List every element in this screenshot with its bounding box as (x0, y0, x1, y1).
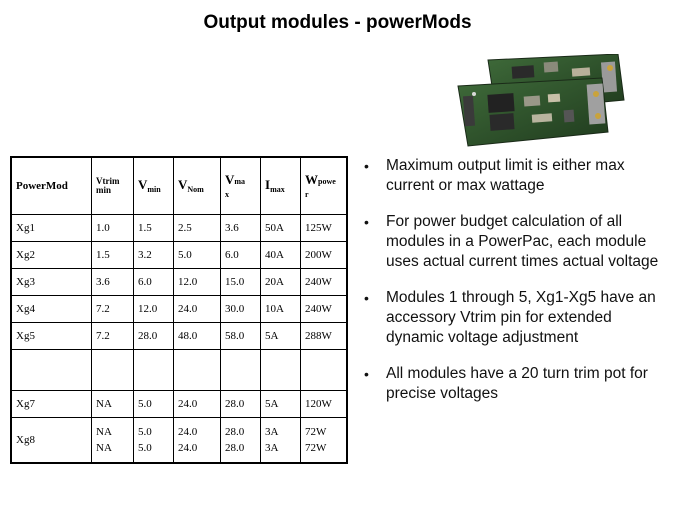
cell-name: Xg5 (11, 323, 92, 350)
header-wpower: Wpowe r (301, 157, 348, 215)
bullet-icon: • (364, 214, 369, 230)
bullet-icon: • (364, 366, 369, 382)
table-row (11, 215, 347, 242)
cell-vmin: 5.0 (134, 391, 174, 418)
header-vmin: $V_{min}$ (134, 157, 174, 215)
cell-wpower (301, 418, 348, 464)
cell-wpower: 120W (301, 391, 348, 418)
cell-imax (261, 418, 301, 464)
bullet-list (362, 156, 662, 420)
cell-vtrim: NA (92, 391, 134, 418)
cell-wpower: 288W (301, 323, 348, 350)
cell-value: 3A (265, 426, 279, 438)
cell-vtrim: 1.5 (92, 242, 134, 269)
cell-empty (221, 350, 261, 391)
cell-value: 3A (265, 442, 279, 454)
cell-vmin: 3.2 (134, 242, 174, 269)
cell-value: 28.0 (225, 426, 245, 438)
table-row (11, 391, 347, 418)
cell-vmax: 30.0 (221, 296, 261, 323)
cell-wpower: 125W (301, 215, 348, 242)
cell-vmin: 1.5 (134, 215, 174, 242)
cell-vmax: 3.6 (221, 215, 261, 242)
header-vmax: Vma x (221, 157, 261, 215)
cell-imax: 5A (261, 323, 301, 350)
slide-title: Output modules - powerMods (203, 12, 472, 33)
header-imax: $I_{max}$ (261, 157, 301, 215)
cell-value: 5.0 (138, 426, 152, 438)
cell-value: 5.0 (138, 442, 152, 454)
power-module-boards-image (452, 54, 628, 150)
cell-imax: 20A (261, 269, 301, 296)
cell-vtrim: 7.2 (92, 323, 134, 350)
bullet-icon: • (364, 290, 369, 306)
powermods-spec-table (10, 156, 348, 464)
bullet-item: • Modules 1 through 5, Xg1-Xg5 have an accessory Vtrim pin for extended dynamic voltage adjustment (364, 289, 656, 346)
cell-name: Xg7 (11, 391, 92, 418)
table-row (11, 296, 347, 323)
cell-vnom: 24.0 (174, 296, 221, 323)
table-header-row (11, 157, 347, 215)
cell-vmax (221, 418, 261, 464)
cell-vnom: 5.0 (174, 242, 221, 269)
cell-imax: 50A (261, 215, 301, 242)
cell-empty (174, 350, 221, 391)
cell-imax: 40A (261, 242, 301, 269)
cell-vnom: 24.0 (174, 391, 221, 418)
header-vnom: $V_{Nom}$ (174, 157, 221, 215)
cell-vtrim (92, 418, 134, 464)
header-powermod: PowerMod (11, 157, 92, 215)
bullet-item: • Maximum output limit is either max current or max wattage (364, 157, 625, 194)
cell-empty (134, 350, 174, 391)
cell-name: Xg2 (11, 242, 92, 269)
cell-value: 24.0 (178, 426, 198, 438)
table-row-empty (11, 350, 347, 391)
cell-vtrim: 1.0 (92, 215, 134, 242)
cell-empty (301, 350, 348, 391)
cell-value: 28.0 (225, 442, 245, 454)
table-row-xg8 (11, 418, 347, 464)
cell-value: 24.0 (178, 442, 198, 454)
cell-vmax: 58.0 (221, 323, 261, 350)
cell-vmax: 6.0 (221, 242, 261, 269)
bullet-item: • For power budget calculation of all modules in a PowerPac, each module uses actual current times actual voltage (364, 213, 659, 270)
cell-vmax: 15.0 (221, 269, 261, 296)
cell-vnom (174, 418, 221, 464)
cell-wpower: 240W (301, 296, 348, 323)
cell-value: NA (96, 426, 112, 438)
cell-empty (92, 350, 134, 391)
cell-value: 72W (305, 426, 327, 438)
cell-value: 72W (305, 442, 327, 454)
cell-name: Xg1 (11, 215, 92, 242)
cell-vmin: 28.0 (134, 323, 174, 350)
cell-wpower: 200W (301, 242, 348, 269)
cell-name: Xg4 (11, 296, 92, 323)
table-row (11, 242, 347, 269)
cell-vmin: 12.0 (134, 296, 174, 323)
cell-vmax: 28.0 (221, 391, 261, 418)
cell-vtrim: 7.2 (92, 296, 134, 323)
cell-imax: 5A (261, 391, 301, 418)
cell-vnom: 12.0 (174, 269, 221, 296)
cell-empty (11, 350, 92, 391)
bullet-icon: • (364, 158, 369, 174)
bullet-item: • All modules have a 20 turn trim pot for precise voltages (364, 365, 648, 402)
table-row (11, 323, 347, 350)
cell-vmin (134, 418, 174, 464)
cell-vtrim: 3.6 (92, 269, 134, 296)
cell-vmin: 6.0 (134, 269, 174, 296)
cell-vnom: 48.0 (174, 323, 221, 350)
table-row (11, 269, 347, 296)
cell-value: NA (96, 442, 112, 454)
header-vtrim-min: Vtrim min (92, 157, 134, 215)
cell-name: Xg8 (11, 418, 92, 464)
cell-imax: 10A (261, 296, 301, 323)
cell-empty (261, 350, 301, 391)
cell-wpower: 240W (301, 269, 348, 296)
cell-name: Xg3 (11, 269, 92, 296)
cell-vnom: 2.5 (174, 215, 221, 242)
